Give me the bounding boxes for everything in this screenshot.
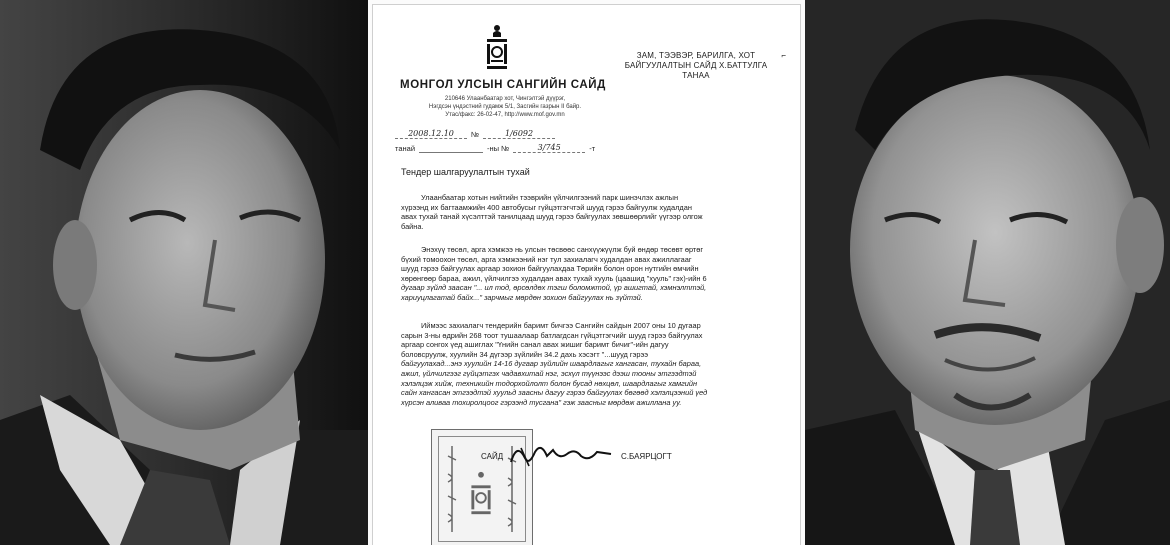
stamp-emblem-icon [466,470,496,518]
your-number-label: -ны № [487,144,510,153]
paragraph-line: боловсруулж, хуулийн 34 дүгээр зүйлийн 34.2 дахь хэсэгт "...шууд гэрээ [401,349,649,359]
recipient-line: БАЙГУУЛАЛТЫН САЙД Х.БАТТУЛГА [624,61,768,70]
organization-title: МОНГОЛ УЛСЫН САНГИЙН САЙД [400,79,606,91]
paragraph-1 [401,193,791,231]
signature-title: САЙД [481,452,504,461]
paragraph-line: ажил, үйлчилгээг гүйцэтгэх чадавхитай нэг, эсхүл түүнээс дээш тооны этгээдтэй [401,368,697,378]
man-portrait-icon [805,0,1170,545]
stamp-script-left-icon [444,444,460,534]
paragraph-line: хүрсэн аливаа тохиролцоог гэрээнд тусгана" гэж заасныг мөрдөж ажиллана уу. [401,397,682,407]
corner-bracket-mark: ⌐ [781,51,786,60]
soyombo-emblem-icon [483,23,511,73]
paragraph-line: бүхий томоохон төсөл, арга хэмжээний нэг тул захиалагч худалдан авах ажиллагааг [401,254,692,264]
paragraph-line: байгуулахад...энэ хуулийн 14-16 дугаар зүйлийн шаардлагыг хангасан, тухайн бараа, [401,359,702,369]
your-number: 3/745 [513,143,585,153]
paragraph-2 [401,245,791,303]
paragraph-line: байна. [401,221,424,231]
paragraph-line: Иймээс захиалагч тендерийн баримт бичгээ Сангийн сайдын 2007 оны 10 дугаар [421,321,701,330]
official-letter-document [368,0,805,545]
paragraph-line: аргаар сонгох үед ашиглах "Үнийн санал авах жишиг баримт бичиг"-ийн дагуу [401,340,669,350]
paragraph-3 [401,321,791,407]
paragraph-line: шууд гэрээ байгуулах аргаар зохион байгуулахдаа Төрийн болон орон нутгийн өмчийн [401,264,699,274]
letter-date: 2008.12.10 [395,129,467,139]
signature-row [481,448,781,468]
man-portrait-icon [0,0,368,545]
letter-paper [372,4,801,545]
incoming-reference-row [395,143,595,153]
paragraph-line: сайн хангасан этгээдтэй хуульд заасны дагуу гэрээ байгуулах бөгөөд хэлэлцээний үед [401,388,708,398]
paragraph-line: хөрөнгөөр бараа, ажил, үйлчилгээ худалдан авах тухай хууль (цаашид "хууль" гэх)-ийн 6 [401,273,707,283]
address-line: 210646 Улаанбаатар хот, Чингэлтэй дүүрэг, [444,96,566,102]
number-label: № [471,130,480,139]
paragraph-line: дугаар зүйлд заасан "... ил тод, өрсөлдөх тэгш боломжтой, үр ашигтай, хэмнэлттэй, [401,283,707,293]
left-portrait-photo [0,0,368,545]
right-portrait-photo [805,0,1170,545]
letter-subject: Тендер шалгаруулалтын тухай [401,167,530,177]
address-line: Нэгдсэн үндэстний гудамж 5/1, Засгийн газрын II байр. [428,104,582,110]
your-label: танай [395,144,416,153]
paragraph-line: хэлэлцэж хийж, техникийн тодорхойлолт болон бусад нөхцөл, шаардлагыг хамгийн [401,378,698,388]
paragraph-line: Улаанбаатар хотын нийтийн тээврийн үйлчилгээний парк шинэчлэх ажлын [421,193,679,202]
signature-name: С.БАЯРЦОГТ [621,452,672,461]
blank-line [419,144,483,153]
paragraph-line: хариуцлагатай байх..." зарчмыг мөрдөн зохион байгуулах нь зүйтэй. [401,292,643,302]
paragraph-line: авах тухай танай хүсэлттэй танилцаад шууд гэрээ байгуулах зөвшөөрлийг үүгээр олгож [401,212,703,222]
paragraph-line: хүрээнд их багтаамжийн 400 автобусыг гүйцэтгэгчтэй шууд гэрээ байгуулж худалдан [401,202,692,212]
your-suffix: -т [589,144,596,153]
handwritten-signature-icon [507,440,617,470]
organization-address [395,95,615,119]
letter-number: 1/6092 [483,129,555,139]
recipient-line: ТАНАА [682,71,710,80]
outgoing-reference-row [395,129,555,139]
recipient-line: ЗАМ, ТЭЭВЭР, БАРИЛГА, ХОТ [636,51,756,60]
address-line: Утас/факс: 26-02-47, http://www.mof.gov.mn [445,112,565,118]
paragraph-line: сарын 3-ны өдрийн 268 тоот тушаалаар батлагдсан гүйцэтгэгчийг шууд гэрээ байгуулах [401,330,703,340]
recipient-block [601,51,791,81]
paragraph-line: Энэхүү төсөл, арга хэмжээ нь улсын төсвөөс санхүүжүүлж буй өндөр төсөвт өртөг [421,245,704,254]
